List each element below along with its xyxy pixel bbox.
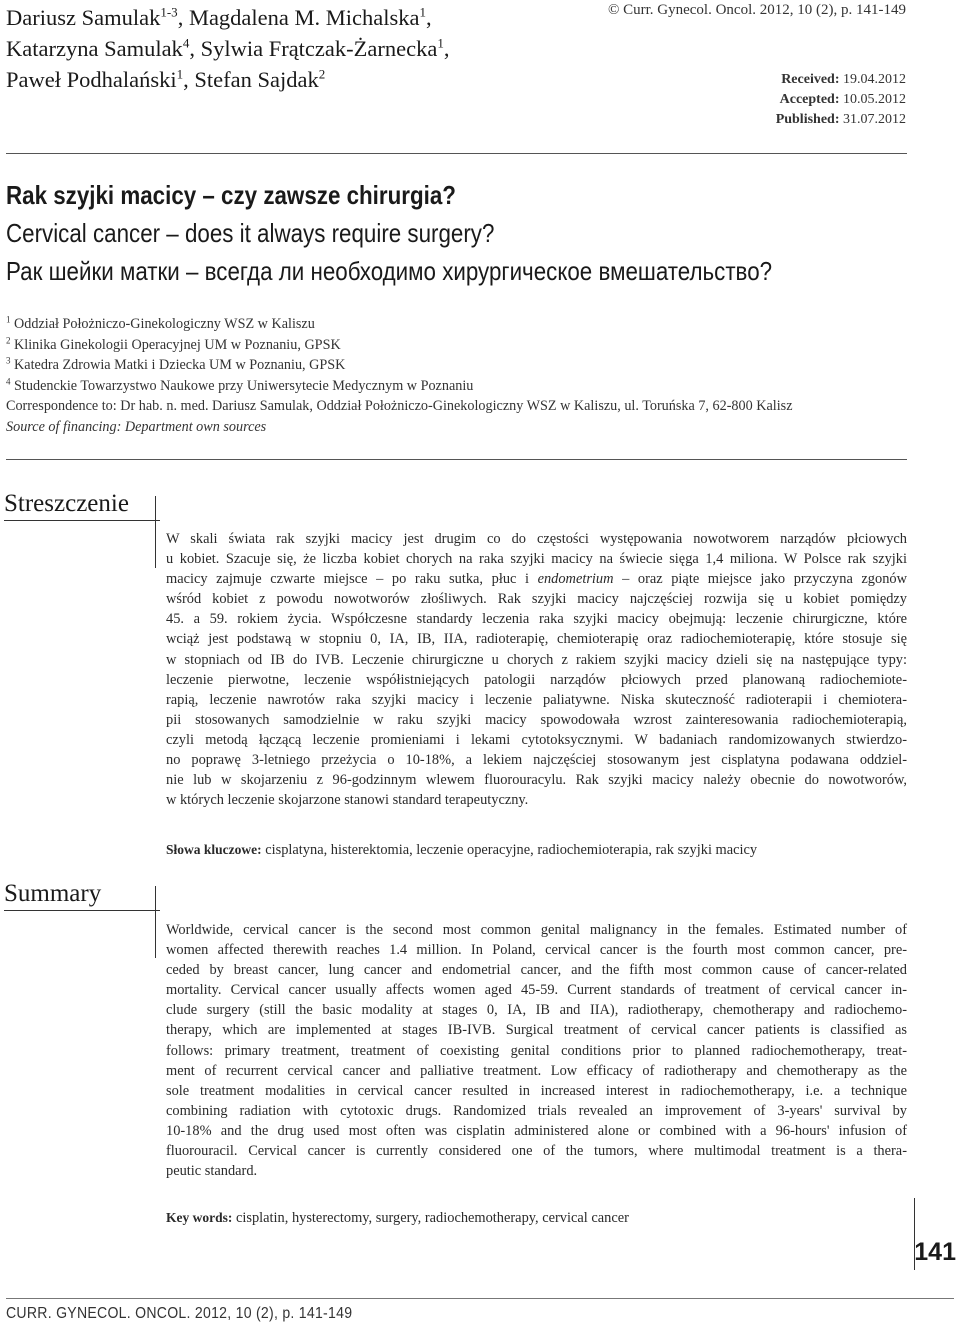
author-name-text: Dariusz Samulak — [6, 5, 161, 30]
author-line — [6, 2, 606, 33]
affiliation-marker: 1 — [419, 4, 426, 20]
streszczenie-heading: Streszczenie — [4, 490, 129, 517]
affiliation-marker: 2 — [318, 66, 326, 82]
abstract-line: nie lub w skojarzeniu z 96-godzinnym wlewem fluorouracylu. Rak szyjki macicy należy obecnie do nowotworów, — [166, 772, 907, 789]
abstract-line: macicy zajmuje czwarte miejsce – po raku sutka, płuc i endometrium – oraz piąte miejsce jako przyczyna zgonów — [166, 571, 907, 588]
date-received: Received: 19.04.2012 — [781, 72, 906, 87]
footer-divider — [6, 1298, 954, 1299]
abstract-line: wciąż jest podstawą w stopniu 0, IA, IB, IIA, radioterapię, chemioterapię oraz radiochemioterapię, które stosuje się — [166, 631, 907, 648]
abstract-line: w których leczenie skojarzone stanowi standard terapeutyczny. — [166, 792, 529, 809]
abstract-line: ment of recurrent cervical cancer and palliative treatment. Low efficacy of radiotherapy and chemotherapy as the — [166, 1062, 907, 1079]
keywords-label-en: Key words: — [166, 1210, 233, 1225]
abstract-line: 10-18% and the drug used most often was cisplatin administered alone or combined with a 96-hours' infusion of — [166, 1122, 907, 1139]
affiliation-1: $^1$ Oddział Położniczo-Ginekologiczny WSZ w Kaliszu — [6, 314, 315, 332]
author-name-text: , Magdalena M. Michalska — [177, 5, 420, 30]
affiliation-marker: 1 — [176, 66, 184, 82]
summary-keywords — [166, 1210, 907, 1227]
abstract-line: mortality. Cervical cancer usually affects women aged 45-59. Current standards of treatment of cervical cancer in- — [166, 982, 907, 999]
abstract-line: no poprawę 3-letniego przeżycia o 10-18%, a lekiem najczęściej stosowanym jest cisplatyna podawana oddziel- — [166, 752, 907, 769]
correspondence: Correspondence to: Dr hab. n. med. Dariusz Samulak, Oddział Położniczo-Ginekologiczny WSZ w Kaliszu, ul. Toruńska 7, 62-800 Kalisz — [6, 398, 793, 415]
summary-underline — [4, 910, 160, 911]
publication-dates — [776, 70, 906, 130]
summary-heading: Summary — [4, 880, 102, 907]
abstract-line: fluorouracil. Cervical cancer is currently considered one of the tumors, where multimodal treatment is a thera- — [166, 1143, 907, 1160]
author-name-text: , Stefan Sajdak — [183, 67, 319, 92]
abstract-line: peutic standard. — [166, 1163, 258, 1180]
keywords-label-pl: Słowa kluczowe: — [166, 842, 262, 857]
keywords-pl: cisplatyna, histerektomia, leczenie operacyjne, radiochemioterapia, rak szyjki macicy — [265, 842, 758, 858]
abstract-line: ceded by breast cancer, lung cancer and endometrial cancer, and the fifth most common cause of cancer-related — [166, 962, 907, 979]
abstract-line: 45. a 59. rokiem życia. Współczesne standardy leczenia raka szyjki macicy obejmują: leczenie chirurgiczne, które — [166, 611, 907, 628]
affiliations — [6, 314, 916, 438]
author-line — [6, 64, 606, 95]
author-name-text: , — [443, 36, 450, 61]
abstract-line: rapią, leczenie nawrotów raka szyjki macicy i leczenie paliatywne. Niska skuteczność radioterapii i chemiotera- — [166, 691, 907, 708]
streszczenie-bracket — [155, 496, 156, 568]
author-name-text: , Sylwia Frątczak-Żarnecka — [189, 36, 438, 61]
abstract-line: follows: primary treatment, treatment of coexisting genital conditions prior to planned radiochemotherapy, treat- — [166, 1042, 907, 1059]
date-accepted: Accepted: 10.05.2012 — [779, 92, 906, 107]
author-name-text: Katarzyna Samulak — [6, 36, 183, 61]
summary-body — [166, 920, 907, 1181]
abstract-line: w stopniach od IB do IVB. Leczenie chirurgiczne u chorych z rakiem szyjki macicy dzieli się na następujące typy: — [166, 651, 907, 668]
article-titles — [6, 176, 906, 290]
streszczenie-body — [166, 529, 907, 810]
abstract-line: W skali świata rak szyjki macicy jest drugim co do częstości występowania nowotworem narządów płciowych — [166, 531, 907, 547]
affiliation-2: $^2$ Klinika Ginekologii Operacyjnej UM w Poznaniu, GPSK — [6, 334, 341, 353]
abstract-line: u kobiet. Szacuje się, że liczba kobiet chorych na raka szyjki macicy na świecie sięga 1,4 miliona. W Polsce rak szyjki — [166, 551, 907, 568]
abstract-line: leczenie pierwotne, leczenie współistniejących patologii narządów płciowych przed planowaną radiochemiote- — [166, 671, 907, 688]
abstract-line: women affected therewith reaches 1.4 million. In Poland, cervical cancer is the fourth most common cancer, pre- — [166, 942, 907, 959]
title-russian: Рак шейки матки – всегда ли необходимо хирургическое вмешательство? — [6, 256, 773, 286]
affiliation-marker: 1 — [437, 35, 444, 51]
abstract-line: therapy, which are implemented at stages IB-IVB. Surgical treatment of cervical cancer patients is classified as — [166, 1022, 907, 1039]
streszczenie-keywords — [166, 842, 907, 859]
author-line — [6, 33, 606, 64]
author-name-text: , — [426, 5, 432, 30]
page-number: 141 — [914, 1238, 956, 1266]
abstract-line: czyli metodą łączącą leczenie promieniami i lekami cytotoksycznymi. W badaniach randomizowanych stwierdzo- — [166, 731, 907, 748]
abstract-line: pii stosowanych samodzielnie w raku szyjki macicy spowodowała wzrost zainteresowania radiochemioterapią, — [166, 711, 907, 728]
header-divider — [6, 153, 907, 154]
keywords-en: cisplatin, hysterectomy, surgery, radiochemotherapy, cervical cancer — [235, 1210, 629, 1226]
footer-citation: CURR. GYNECOL. ONCOL. 2012, 10 (2), p. 141-149 — [6, 1305, 353, 1322]
affiliation-marker: 4 — [182, 35, 190, 51]
date-published: Published: 31.07.2012 — [775, 112, 906, 127]
abstract-line: clude surgery (still the basic modality at stages 0, IA, IB and IIA), radiotherapy, chemotherapy and radiochemo- — [166, 1002, 907, 1019]
affiliation-marker: 1-3 — [160, 4, 178, 20]
abstract-line: Worldwide, cervical cancer is the second most common genital malignancy in the females. Estimated number of — [166, 922, 907, 938]
title-english: Cervical cancer – does it always require surgery? — [6, 218, 495, 248]
source-of-financing: Source of financing: Department own sources — [6, 418, 267, 435]
author-list — [6, 2, 606, 95]
abstract-line: wśród kobiet z powodu nowotworów złośliwych. Rak szyjki macicy najczęściej rozwija się u kobiet pomiędzy — [166, 591, 907, 608]
affiliation-4: $^4$ Studenckie Towarzystwo Naukowe przy Uniwersytecie Medycznym w Poznaniu — [6, 376, 474, 394]
affiliation-3: $^3$ Katedra Zdrowia Matki i Dziecka UM w Poznaniu, GPSK — [6, 355, 346, 374]
affiliations-divider — [6, 459, 907, 460]
author-name-text: Paweł Podhalański — [6, 67, 177, 92]
journal-citation: © Curr. Gynecol. Oncol. 2012, 10 (2), p. 141-149 — [607, 2, 906, 18]
italic-term: endometrium — [537, 571, 614, 588]
abstract-line: sole treatment modalities in cervical cancer resulted in increased interest in radiochemotherapy, i.e. a technique — [166, 1082, 907, 1099]
streszczenie-underline — [4, 520, 160, 521]
summary-bracket — [155, 886, 156, 958]
title-polish: Rak szyjki macicy – czy zawsze chirurgia? — [6, 180, 456, 210]
abstract-line: combining radiation with cytotoxic drugs. Randomized trials revealed an improvement of 3-years' survival by — [166, 1102, 907, 1119]
